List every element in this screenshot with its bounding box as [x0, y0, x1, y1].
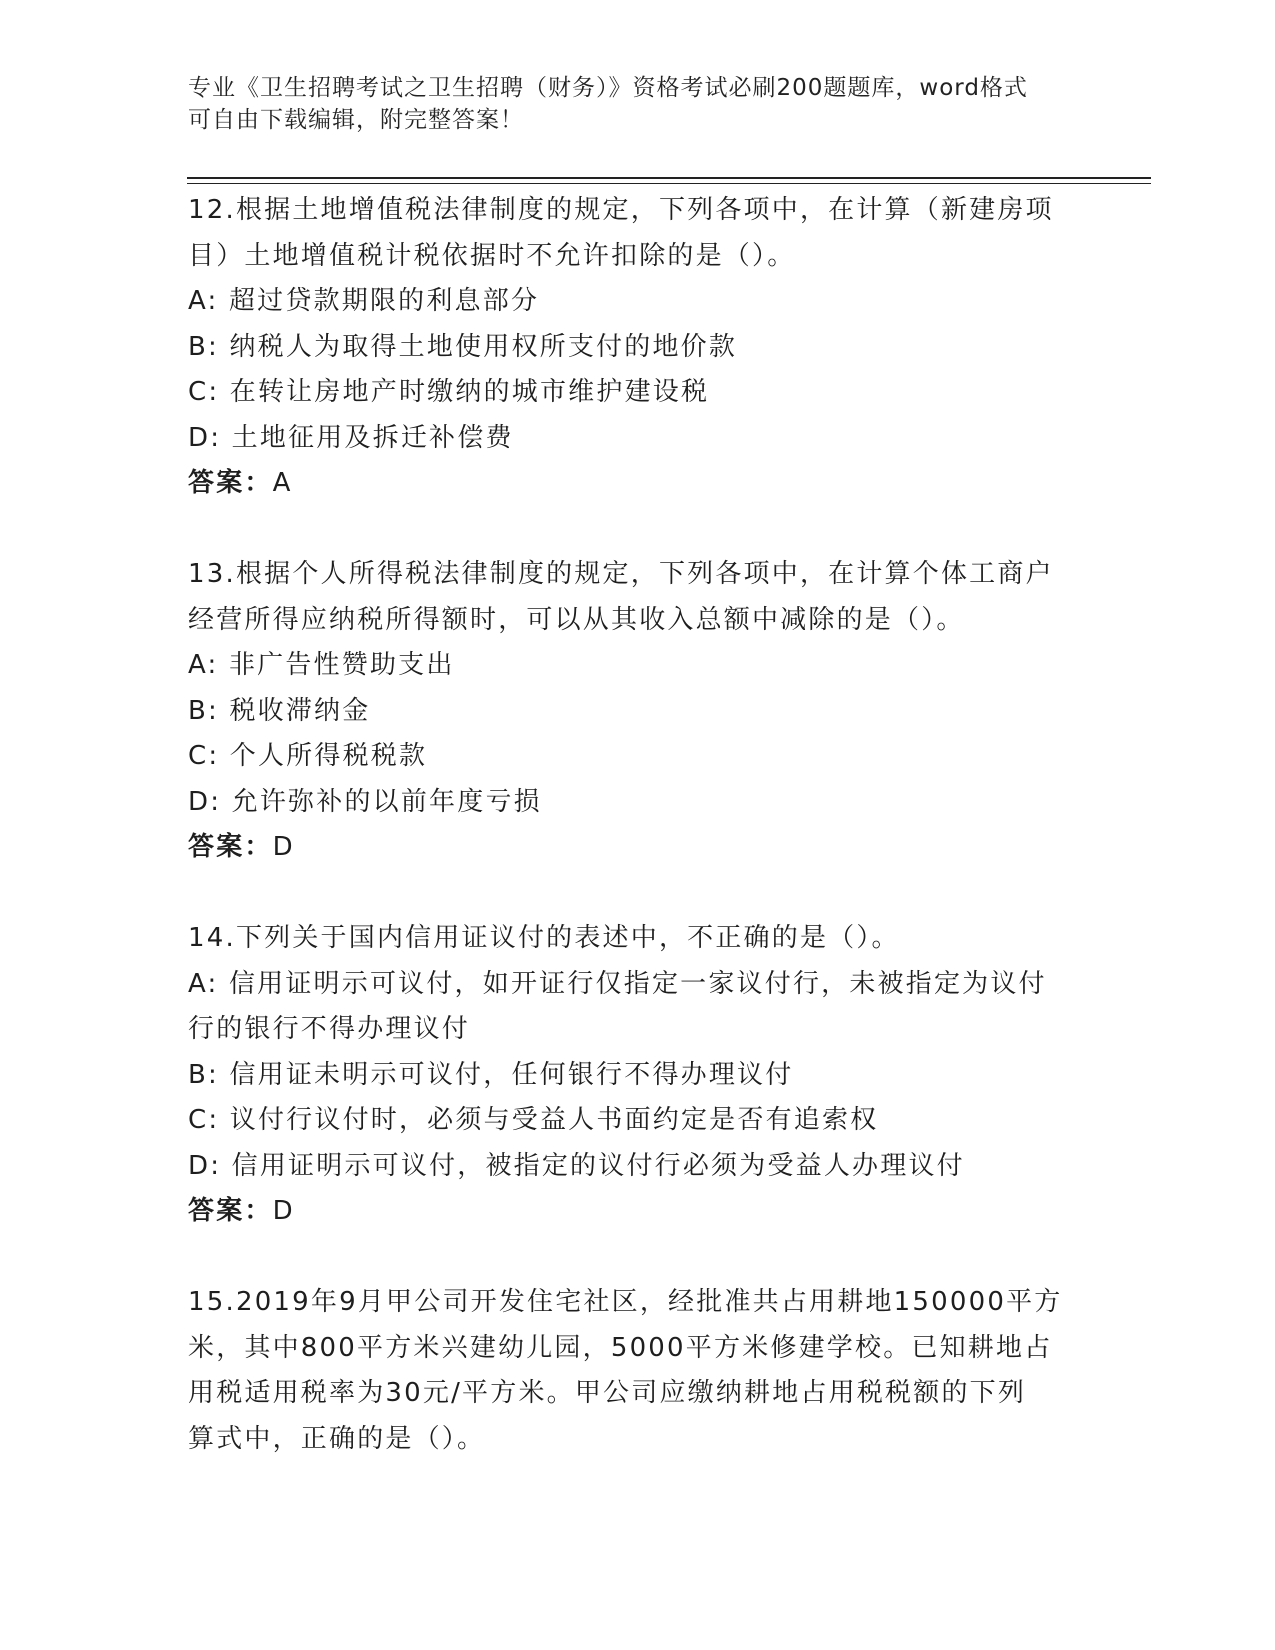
header-line-2: 可自由下载编辑，附完整答案！ — [188, 107, 524, 133]
question-stem-line: 用税适用税率为30元/平方米。甲公司应缴纳耕地占用税税额的下列 — [188, 1378, 1027, 1408]
answer-value: D — [272, 832, 295, 862]
correct-answer — [188, 461, 1088, 507]
question-spacer — [188, 1235, 1088, 1281]
answer-option-line: D: 土地征用及拆迁补偿费 — [188, 422, 514, 453]
question-stem-line: 13.根据个人所得税法律制度的规定，下列各项中，在计算个体工商户 — [188, 559, 1054, 589]
document-header — [188, 72, 1068, 136]
answer-option-line: A: 信用证明示可议付，如开证行仅指定一家议付行，未被指定为议付 — [188, 968, 1047, 999]
answer-option-line: D: 信用证明示可议付，被指定的议付行必须为受益人办理议付 — [188, 1150, 965, 1181]
question-stem-line: 12.根据土地增值税法律制度的规定，下列各项中，在计算（新建房项 — [188, 195, 1054, 225]
answer-option-line: 行的银行不得办理议付 — [188, 1014, 471, 1044]
correct-answer — [188, 1189, 1088, 1235]
question-stem-line: 14.下列关于国内信用证议付的表述中，不正确的是（）。 — [188, 923, 900, 953]
question-block — [188, 1280, 1088, 1462]
answer-label: 答案： — [188, 1196, 273, 1226]
answer-option-line: D: 允许弥补的以前年度亏损 — [188, 786, 542, 817]
question-stem-line: 经营所得应纳税所得额时，可以从其收入总额中减除的是（）。 — [188, 604, 965, 635]
answer-option-line: C: 议付行议付时，必须与受益人书面约定是否有追索权 — [188, 1105, 879, 1135]
answer-option-line: A: 非广告性赞助支出 — [188, 650, 455, 680]
header-divider-thick — [187, 177, 1151, 179]
header-line-1: 专业《卫生招聘考试之卫生招聘（财务）》资格考试必刷200题题库，word格式 — [188, 75, 1028, 101]
answer-label: 答案： — [188, 832, 273, 862]
answer-option-line: B: 税收滞纳金 — [188, 695, 371, 726]
header-divider-thin — [187, 183, 1151, 184]
question-block — [188, 916, 1088, 1235]
question-stem-line: 15.2019年9月甲公司开发住宅社区，经批准共占用耕地150000平方 — [188, 1287, 1063, 1317]
question-spacer — [188, 507, 1088, 553]
answer-value: A — [272, 468, 293, 498]
answer-option-line: B: 纳税人为取得土地使用权所支付的地价款 — [188, 331, 738, 362]
answer-value: D — [272, 1196, 295, 1226]
answer-option-line: C: 在转让房地产时缴纳的城市维护建设税 — [188, 377, 710, 407]
question-block — [188, 552, 1088, 871]
question-list — [188, 188, 1088, 1462]
answer-option-line: C: 个人所得税税款 — [188, 741, 428, 771]
answer-option-line: A: 超过贷款期限的利息部分 — [188, 286, 540, 316]
question-stem-line: 目）土地增值税计税依据时不允许扣除的是（）。 — [188, 240, 796, 271]
question-stem-line: 算式中，正确的是（）。 — [188, 1423, 486, 1454]
question-spacer — [188, 871, 1088, 917]
question-block — [188, 188, 1088, 507]
correct-answer — [188, 825, 1088, 871]
answer-option-line: B: 信用证未明示可议付，任何银行不得办理议付 — [188, 1059, 794, 1090]
question-stem-line: 米，其中800平方米兴建幼儿园，5000平方米修建学校。已知耕地占 — [188, 1332, 1053, 1363]
answer-label: 答案： — [188, 468, 273, 498]
